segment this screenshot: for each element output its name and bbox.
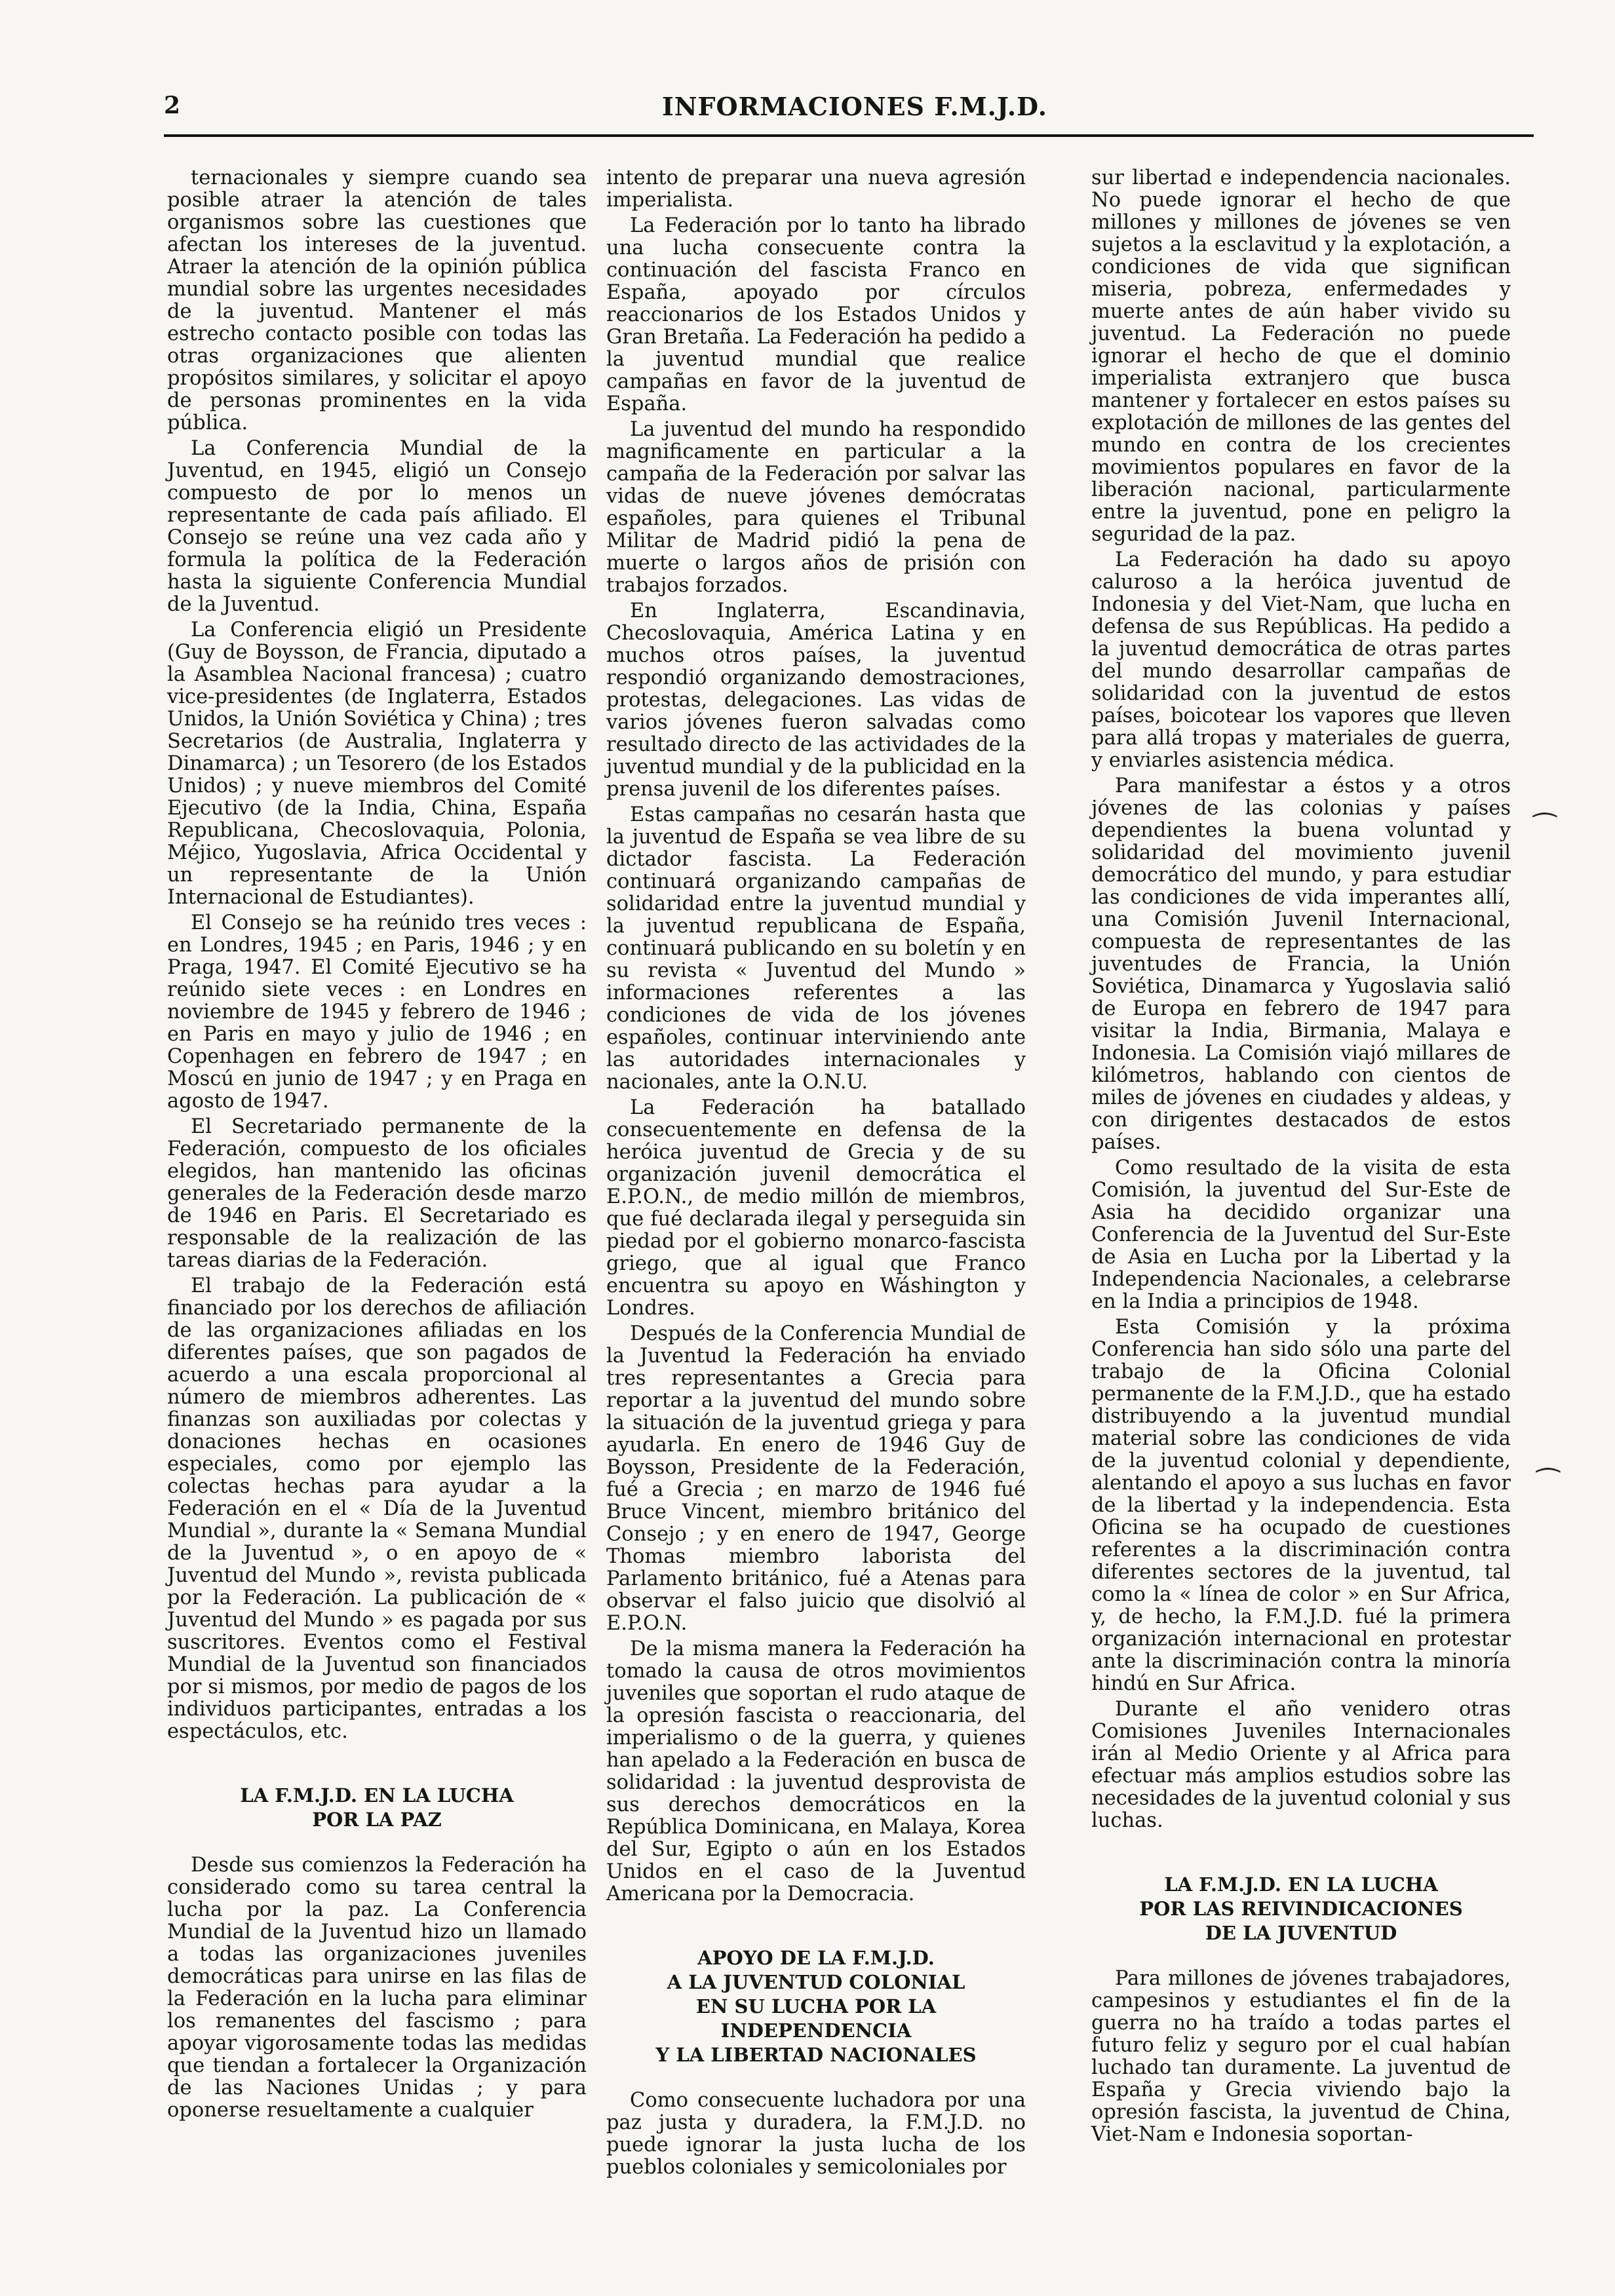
text-column-1 — [167, 167, 587, 2125]
paragraph: ternacionales y siempre cuando sea posible atraer la atención de tales organismos sobre las cuestiones que afectan los intereses de la juventud. Atraer la atención de la opinión pública mundial sobre las urgentes necesidades de la juventud. Mantener el más estrecho contacto posible con todas las otras organizaciones que alienten propósitos similares, y solicitar el apoyo de personas prominentes en la vida pública. — [167, 166, 587, 434]
section-heading-line: POR LAS REIVINDICACIONES — [1139, 1898, 1463, 1920]
section-heading-line: APOYO DE LA F.M.J.D. — [697, 1947, 935, 1969]
section-heading-line: INDEPENDENCIA — [720, 2019, 912, 2042]
header-rule — [164, 134, 1534, 137]
paragraph: Durante el año venidero otras Comisiones Juveniles Internacionales irán al Medio Oriente y al Africa para efectuar más amplios estudios sobre las necesidades de la juventud colonial y sus luchas. — [1091, 1698, 1511, 1832]
section-heading-line: DE LA JUVENTUD — [1205, 1922, 1397, 1944]
paragraph: La Conferencia Mundial de la Juventud, en 1945, eligió un Consejo compuesto de por lo menos un representante de cada país afiliado. El Consejo se reúne una vez cada año y formula la política de la Federación hasta la siguiente Conferencia Mundial de la Juventud. — [167, 437, 587, 616]
running-title: INFORMACIONES F.M.J.D. — [662, 92, 1047, 121]
margin-mark: ⁀ — [1534, 813, 1556, 845]
section-heading-line: LA F.M.J.D. EN LA LUCHA — [240, 1784, 514, 1807]
paragraph: intento de preparar una nueva agresión imperialista. — [606, 166, 1026, 212]
paragraph: El Secretariado permanente de la Federación, compuesto de los oficiales elegidos, han mantenido las oficinas generales de la Federación desde marzo de 1946 en Paris. El Secretariado es responsable de la realización de las tareas diarias de la Federación. — [167, 1115, 587, 1272]
page-number: 2 — [164, 92, 181, 119]
paragraph: Para millones de jóvenes trabajadores, campesinos y estudiantes el fin de la guerra no ha traído a todas partes el futuro feliz y seguro por el cual habían luchado tan duramente. La juventud de España y Grecia viviendo bajo la opresión fascista, la juventud de China, Viet-Nam e Indonesia soportan- — [1091, 1967, 1511, 2146]
section-heading-line: Y LA LIBERTAD NACIONALES — [655, 2044, 977, 2066]
text-column-3 — [1091, 167, 1511, 2149]
paragraph: De la misma manera la Federación ha tomado la causa de otros movimientos juveniles que soportan el rudo ataque de la opresión fascista o reaccionaria, del imperialismo o de la guerra, y quienes han apelado a la Federación en busca de solidaridad : la juventud desprovista de sus derechos democráticos en la República Dominicana, en Malaya, Korea del Sur, Egipto o aún en los Estados Unidos en el caso de la Juventud Americana por la Democracia. — [606, 1637, 1026, 1905]
paragraph: Como resultado de la visita de esta Comisión, la juventud del Sur-Este de Asia ha decidido organizar una Conferencia de la Juventud del Sur-Este de Asia en Lucha por la Libertad y la Independencia Nacionales, a celebrarse en la India a principios de 1948. — [1091, 1157, 1511, 1313]
paragraph: La Federación por lo tanto ha librado una lucha consecuente contra la continuación del fascista Franco en España, apoyado por círculos reaccionarios de los Estados Unidos y Gran Bretaña. La Federación ha pedido a la juventud mundial que realice campañas en favor de la juventud de España. — [606, 214, 1026, 415]
paragraph: Para manifestar a éstos y a otros jóvenes de las colonias y países dependientes la buena voluntad y solidaridad del movimiento juvenil democrático del mundo, y para estudiar las condiciones de vida imperantes allí, una Comisión Juvenil Internacional, compuesta de representantes de las juventudes de Francia, la Unión Soviética, Dinamarca y Yugoslavia salió de Europa en febrero de 1947 para visitar la India, Birmania, Malaya e Indonesia. La Comisión viajó millares de kilómetros, hablando con cientos de miles de jóvenes en ciudades y aldeas, y con dirigentes destacados de estos países. — [1091, 775, 1511, 1154]
paragraph: En Inglaterra, Escandinavia, Checoslovaquia, América Latina y en muchos otros países, la juventud respondió organizando demostraciones, protestas, delegaciones. Las vidas de varios jóvenes fueron salvadas como resultado directo de las actividades de la juventud mundial y de la publicidad en la prensa juvenil de los diferentes países. — [606, 600, 1026, 801]
section-heading-line: EN SU LUCHA POR LA — [695, 1995, 937, 2018]
paragraph: La Conferencia eligió un Presidente (Guy de Boysson, de Francia, diputado a la Asamblea Nacional francesa) ; cuatro vice-presidentes (de Inglaterra, Estados Unidos, la Unión Soviética y China) ; tres Secretarios (de Australia, Inglaterra y Dinamarca) ; un Tesorero (de los Estados Unidos) ; y nueve miembros del Comité Ejecutivo (de la India, China, España Republicana, Checoslovaquia, Polonia, Méjico, Yugoslavia, Africa Occidental y un representante de la Unión Internacional de Estudiantes). — [167, 619, 587, 909]
section-heading — [1091, 1873, 1511, 1945]
margin-mark: ⁀ — [1537, 1468, 1559, 1500]
paragraph: Esta Comisión y la próxima Conferencia han sido sólo una parte del trabajo de la Oficina Colonial permanente de la F.M.J.D., que ha estado distribuyendo a la juventud mundial material sobre las condiciones de vida de la juventud colonial y dependiente, alentando el apoyo a sus luchas en favor de la libertad y la independencia. Esta Oficina se ha ocupado de cuestiones referentes a la discriminación contra diferentes sectores de la juventud, tal como la « línea de color » en Sur Africa, y, de hecho, la F.M.J.D. fué la primera organización internacional en protestar ante la discriminación contra la minoría hindú en Sur Africa. — [1091, 1316, 1511, 1695]
page-header — [164, 92, 1534, 126]
paragraph: La Federación ha batallado consecuentemente en defensa de la heróica juventud de Grecia y de su organización juvenil democrática el E.P.O.N., de medio millón de miembros, que fué declarada ilegal y perseguida sin piedad por el gobierno monarco-fascista griego, que al igual que Franco encuentra su apoyo en Wáshington y Londres. — [606, 1096, 1026, 1320]
section-heading — [167, 1784, 587, 1832]
paragraph: El trabajo de la Federación está financiado por los derechos de afiliación de las organizaciones afiliadas en los diferentes países, que son pagados de acuerdo a una escala proporcional al número de miembros adherentes. Las finanzas son auxiliadas por colectas y donaciones hechas en ocasiones especiales, como por ejemplo las colectas hechas para ayudar a la Federación en el « Día de la Juventud Mundial », durante la « Semana Mundial de la Juventud », o en apoyo de « Juventud del Mundo », revista publicada por la Federación. La publicación de « Juventud del Mundo » es pagada por sus suscritores. Eventos como el Festival Mundial de la Juventud son financiados por si mismos, por medio de pagos de los individuos participantes, entradas a los espectáculos, etc. — [167, 1274, 587, 1743]
paragraph: Desde sus comienzos la Federación ha considerado como su tarea central la lucha por la paz. La Conferencia Mundial de la Juventud hizo un llamado a todas las organizaciones juveniles democráticas para unirse en las filas de la Federación en la lucha para eliminar los remanentes del fascismo ; para apoyar vigorosamente todas las medidas que tiendan a fortalecer la Organización de las Naciones Unidas ; y para oponerse resueltamente a cualquier — [167, 1854, 587, 2122]
paragraph: El Consejo se ha reúnido tres veces : en Londres, 1945 ; en Paris, 1946 ; y en Praga, 1947. El Comité Ejecutivo se ha reúnido siete veces : en Londres en noviembre de 1945 y febrero de 1946 ; en Paris en mayo y julio de 1946 ; en Copenhagen en febrero de 1947 ; en Moscú en junio de 1947 ; y en Praga en agosto de 1947. — [167, 911, 587, 1113]
paragraph: Después de la Conferencia Mundial de la Juventud la Federación ha enviado tres representantes a Grecia para reportar a la juventud del mundo sobre la situación de la juventud griega y para ayudarla. En enero de 1946 Guy de Boysson, Presidente de la Federación, fué a Grecia ; en marzo de 1946 fué Bruce Vincent, miembro británico del Consejo ; y en enero de 1947, George Thomas miembro laborista del Parlamento británico, fué a Atenas para observar el falso juicio que disolvió al E.P.O.N. — [606, 1322, 1026, 1635]
paragraph: sur libertad e independencia nacionales. No puede ignorar el hecho de que millones y millones de jóvenes se ven sujetos a la esclavitud y la explotación, a condiciones de vida que significan miseria, pobreza, enfermedades y muerte antes de aún haber vivido su juventud. La Federación no puede ignorar el hecho de que el dominio imperialista extranjero que busca mantener y fortalecer en estos países su explotación de millones de las gentes del mundo en contra de los crecientes movimientos populares en favor de la liberación nacional, particularmente entre la juventud, pone en peligro la seguridad de la paz. — [1091, 166, 1511, 546]
paragraph: Como consecuente luchadora por una paz justa y duradera, la F.M.J.D. no puede ignorar la justa lucha de los pueblos coloniales y semicoloniales por — [606, 2089, 1026, 2179]
section-heading-line: POR LA PAZ — [312, 1808, 442, 1831]
paragraph: La juventud del mundo ha respondido magnificamente en particular a la campaña de la Federación por salvar las vidas de nueve jóvenes demócratas españoles, para quienes el Tribunal Militar de Madrid pidió la pena de muerte o largos años de prisión con trabajos forzados. — [606, 418, 1026, 597]
text-column-2 — [606, 167, 1026, 2182]
section-heading-line: LA F.M.J.D. EN LA LUCHA — [1164, 1873, 1438, 1896]
paragraph: Estas campañas no cesarán hasta que la juventud de España se vea libre de su dictador fascista. La Federación continuará organizando campañas de solidaridad entre la juventud mundial y la juventud republicana de España, continuará publicando en su boletín y en su revista « Juventud del Mundo » informaciones referentes a las condiciones de vida de los jóvenes españoles, continuar interviniendo ante las autoridades internacionales y nacionales, ante la O.N.U. — [606, 803, 1026, 1094]
section-heading-line: A LA JUVENTUD COLONIAL — [667, 1971, 965, 1993]
paragraph: La Federación ha dado su apoyo caluroso a la heróica juventud de Indonesia y del Viet-Nam, que lucha en defensa de sus Repúblicas. Ha pedido a la juventud democrática de otras partes del mundo desarrollar campañas de solidaridad con la juventud de estos países, boicotear los vapores que lleven para allá tropas y materiales de guerra, y enviarles asistencia médica. — [1091, 548, 1511, 772]
section-heading — [606, 1946, 1026, 2067]
